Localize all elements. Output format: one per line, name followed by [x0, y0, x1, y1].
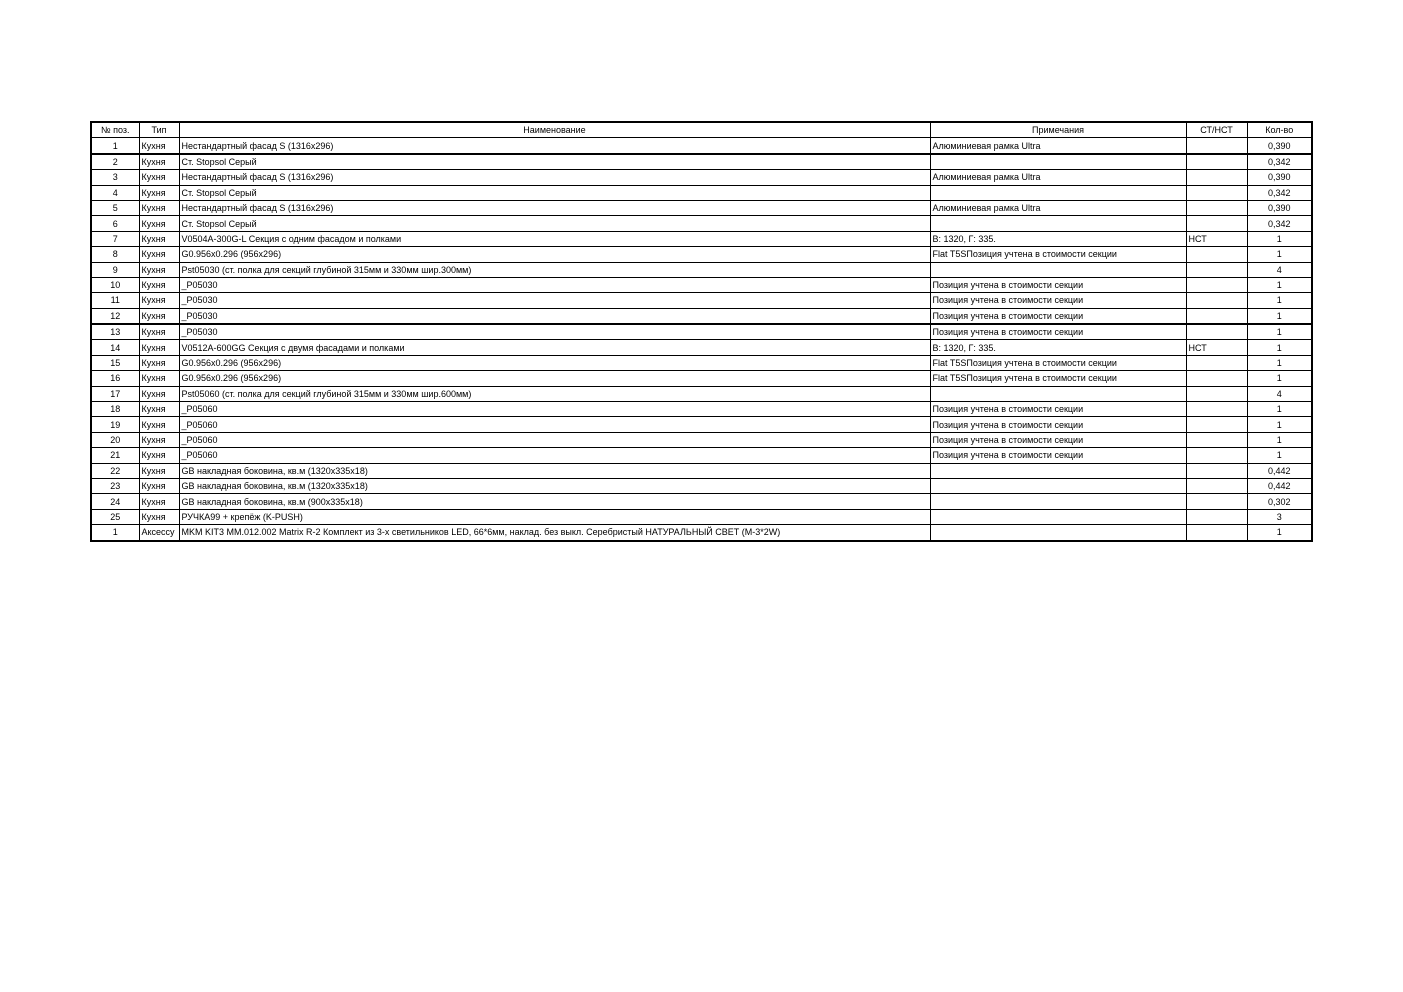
- cell-type: Кухня: [139, 185, 179, 200]
- table-row: [91, 185, 1312, 200]
- table-row: [91, 216, 1312, 231]
- cell-quantity: 1: [1247, 247, 1312, 262]
- table-row: [91, 308, 1312, 324]
- cell-notes: Flat T5SПозиция учтена в стоимости секции: [930, 355, 1186, 370]
- cell-quantity: 1: [1247, 371, 1312, 386]
- table-row: [91, 448, 1312, 463]
- cell-quantity: 1: [1247, 324, 1312, 340]
- cell-quantity: 1: [1247, 402, 1312, 417]
- cell-notes: [930, 463, 1186, 478]
- table-row: [91, 525, 1312, 541]
- cell-position: 12: [91, 308, 139, 324]
- cell-position: 6: [91, 216, 139, 231]
- cell-name: _P05060: [179, 448, 930, 463]
- cell-standard: [1186, 216, 1247, 231]
- table-row: [91, 494, 1312, 509]
- cell-type: Кухня: [139, 200, 179, 215]
- cell-position: 18: [91, 402, 139, 417]
- table-row: [91, 324, 1312, 340]
- cell-quantity: 0,342: [1247, 216, 1312, 231]
- cell-quantity: 1: [1247, 340, 1312, 355]
- table-row: [91, 200, 1312, 215]
- cell-notes: [930, 262, 1186, 277]
- cell-position: 25: [91, 509, 139, 524]
- cell-position: 8: [91, 247, 139, 262]
- cell-quantity: 0,302: [1247, 494, 1312, 509]
- table-row: [91, 417, 1312, 432]
- cell-position: 1: [91, 138, 139, 154]
- table-row: [91, 355, 1312, 370]
- cell-quantity: 0,390: [1247, 200, 1312, 215]
- cell-notes: Алюминиевая рамка Ultra: [930, 200, 1186, 215]
- cell-quantity: 0,390: [1247, 138, 1312, 154]
- cell-standard: НСТ: [1186, 231, 1247, 246]
- cell-position: 22: [91, 463, 139, 478]
- cell-name: _P05030: [179, 277, 930, 292]
- cell-standard: [1186, 448, 1247, 463]
- cell-quantity: 0,342: [1247, 154, 1312, 170]
- cell-standard: [1186, 371, 1247, 386]
- cell-position: 24: [91, 494, 139, 509]
- cell-standard: [1186, 277, 1247, 292]
- cell-notes: [930, 478, 1186, 493]
- cell-name: РУЧКА99 + крепёж (K-PUSH): [179, 509, 930, 524]
- table-body: [91, 138, 1312, 541]
- table-header-row: [91, 122, 1312, 138]
- cell-name: Ст. Stopsol Серый: [179, 154, 930, 170]
- cell-quantity: 0,342: [1247, 185, 1312, 200]
- cell-type: Кухня: [139, 138, 179, 154]
- cell-name: Ст. Stopsol Серый: [179, 216, 930, 231]
- cell-type: Кухня: [139, 448, 179, 463]
- cell-type: Кухня: [139, 277, 179, 292]
- cell-type: Кухня: [139, 386, 179, 401]
- cell-position: 1: [91, 525, 139, 541]
- cell-quantity: 1: [1247, 525, 1312, 541]
- cell-position: 15: [91, 355, 139, 370]
- cell-standard: [1186, 170, 1247, 185]
- header-standard: СТ/НСТ: [1186, 122, 1247, 138]
- cell-standard: [1186, 324, 1247, 340]
- cell-standard: [1186, 494, 1247, 509]
- cell-type: Кухня: [139, 170, 179, 185]
- cell-name: Pst05060 (ст. полка для секций глубиной 315мм и 330мм шир.600мм): [179, 386, 930, 401]
- table-row: [91, 509, 1312, 524]
- cell-name: _P05060: [179, 432, 930, 447]
- cell-notes: [930, 154, 1186, 170]
- cell-name: GB накладная боковина, кв.м (900х335х18): [179, 494, 930, 509]
- cell-name: _P05030: [179, 324, 930, 340]
- cell-standard: НСТ: [1186, 340, 1247, 355]
- cell-notes: Позиция учтена в стоимости секции: [930, 277, 1186, 292]
- cell-position: 3: [91, 170, 139, 185]
- cell-type: Кухня: [139, 463, 179, 478]
- cell-notes: Позиция учтена в стоимости секции: [930, 448, 1186, 463]
- table-row: [91, 247, 1312, 262]
- cell-notes: Алюминиевая рамка Ultra: [930, 170, 1186, 185]
- cell-name: _P05060: [179, 417, 930, 432]
- cell-notes: Алюминиевая рамка Ultra: [930, 138, 1186, 154]
- cell-name: G0.956x0.296 (956x296): [179, 355, 930, 370]
- cell-position: 20: [91, 432, 139, 447]
- cell-notes: Позиция учтена в стоимости секции: [930, 402, 1186, 417]
- specification-table: [90, 121, 1313, 542]
- cell-type: Кухня: [139, 494, 179, 509]
- cell-type: Аксессу: [139, 525, 179, 541]
- cell-type: Кухня: [139, 293, 179, 308]
- header-type: Тип: [139, 122, 179, 138]
- cell-name: _P05030: [179, 308, 930, 324]
- cell-type: Кухня: [139, 324, 179, 340]
- cell-standard: [1186, 293, 1247, 308]
- cell-notes: Позиция учтена в стоимости секции: [930, 324, 1186, 340]
- cell-name: Ст. Stopsol Серый: [179, 185, 930, 200]
- cell-position: 19: [91, 417, 139, 432]
- table-row: [91, 371, 1312, 386]
- table-row: [91, 277, 1312, 292]
- cell-type: Кухня: [139, 371, 179, 386]
- cell-position: 7: [91, 231, 139, 246]
- cell-quantity: 0,442: [1247, 478, 1312, 493]
- cell-position: 14: [91, 340, 139, 355]
- cell-quantity: 4: [1247, 386, 1312, 401]
- table-row: [91, 170, 1312, 185]
- cell-name: Нестандартный фасад S (1316х296): [179, 138, 930, 154]
- header-notes: Примечания: [930, 122, 1186, 138]
- cell-quantity: 1: [1247, 308, 1312, 324]
- cell-name: MKM KIT3 MM.012.002 Matrix R-2 Комплект из 3-х светильников LED, 66*6мм, наклад. без выкл. Серебристый НАТУРАЛЬНЫЙ СВЕТ (M-3*2W): [179, 525, 930, 541]
- cell-type: Кухня: [139, 154, 179, 170]
- cell-notes: Позиция учтена в стоимости секции: [930, 432, 1186, 447]
- cell-name: Нестандартный фасад S (1316х296): [179, 170, 930, 185]
- cell-notes: Позиция учтена в стоимости секции: [930, 293, 1186, 308]
- cell-type: Кухня: [139, 478, 179, 493]
- cell-standard: [1186, 185, 1247, 200]
- cell-standard: [1186, 355, 1247, 370]
- cell-name: G0.956x0.296 (956x296): [179, 371, 930, 386]
- cell-position: 10: [91, 277, 139, 292]
- cell-name: _P05030: [179, 293, 930, 308]
- cell-position: 17: [91, 386, 139, 401]
- cell-name: _P05060: [179, 402, 930, 417]
- table-row: [91, 154, 1312, 170]
- header-position: № поз.: [91, 122, 139, 138]
- cell-standard: [1186, 200, 1247, 215]
- header-name: Наименование: [179, 122, 930, 138]
- cell-quantity: 1: [1247, 231, 1312, 246]
- table-row: [91, 138, 1312, 154]
- cell-notes: [930, 185, 1186, 200]
- table-row: [91, 293, 1312, 308]
- cell-standard: [1186, 432, 1247, 447]
- cell-notes: В: 1320, Г: 335.: [930, 231, 1186, 246]
- cell-type: Кухня: [139, 247, 179, 262]
- cell-quantity: 1: [1247, 277, 1312, 292]
- cell-standard: [1186, 463, 1247, 478]
- table-row: [91, 402, 1312, 417]
- cell-name: Нестандартный фасад S (1316х296): [179, 200, 930, 215]
- cell-name: Pst05030 (ст. полка для секций глубиной 315мм и 330мм шир.300мм): [179, 262, 930, 277]
- cell-notes: Позиция учтена в стоимости секции: [930, 308, 1186, 324]
- cell-quantity: 1: [1247, 432, 1312, 447]
- cell-position: 13: [91, 324, 139, 340]
- cell-quantity: 3: [1247, 509, 1312, 524]
- cell-notes: [930, 525, 1186, 541]
- cell-standard: [1186, 525, 1247, 541]
- table-row: [91, 340, 1312, 355]
- cell-notes: [930, 386, 1186, 401]
- cell-name: V0512A-600GG Секция с двумя фасадами и полками: [179, 340, 930, 355]
- cell-notes: Flat T5SПозиция учтена в стоимости секции: [930, 371, 1186, 386]
- cell-type: Кухня: [139, 216, 179, 231]
- cell-name: G0.956x0.296 (956x296): [179, 247, 930, 262]
- cell-standard: [1186, 154, 1247, 170]
- cell-position: 16: [91, 371, 139, 386]
- cell-quantity: 1: [1247, 448, 1312, 463]
- cell-standard: [1186, 262, 1247, 277]
- cell-standard: [1186, 417, 1247, 432]
- cell-quantity: 0,442: [1247, 463, 1312, 478]
- cell-type: Кухня: [139, 432, 179, 447]
- cell-type: Кухня: [139, 509, 179, 524]
- cell-type: Кухня: [139, 262, 179, 277]
- table-row: [91, 463, 1312, 478]
- cell-position: 21: [91, 448, 139, 463]
- cell-quantity: 1: [1247, 293, 1312, 308]
- cell-type: Кухня: [139, 402, 179, 417]
- table-row: [91, 478, 1312, 493]
- cell-position: 4: [91, 185, 139, 200]
- cell-type: Кухня: [139, 308, 179, 324]
- cell-standard: [1186, 138, 1247, 154]
- specification-sheet: [90, 121, 1311, 542]
- cell-notes: [930, 509, 1186, 524]
- cell-notes: [930, 216, 1186, 231]
- cell-notes: [930, 494, 1186, 509]
- cell-standard: [1186, 308, 1247, 324]
- table-row: [91, 231, 1312, 246]
- cell-quantity: 1: [1247, 417, 1312, 432]
- cell-name: GB накладная боковина, кв.м (1320х335х18): [179, 463, 930, 478]
- cell-standard: [1186, 478, 1247, 493]
- cell-position: 2: [91, 154, 139, 170]
- header-quantity: Кол-во: [1247, 122, 1312, 138]
- cell-type: Кухня: [139, 355, 179, 370]
- cell-standard: [1186, 247, 1247, 262]
- cell-position: 23: [91, 478, 139, 493]
- cell-quantity: 1: [1247, 355, 1312, 370]
- cell-standard: [1186, 386, 1247, 401]
- cell-position: 5: [91, 200, 139, 215]
- cell-position: 9: [91, 262, 139, 277]
- cell-type: Кухня: [139, 340, 179, 355]
- cell-notes: В: 1320, Г: 335.: [930, 340, 1186, 355]
- cell-quantity: 4: [1247, 262, 1312, 277]
- cell-type: Кухня: [139, 231, 179, 246]
- cell-standard: [1186, 509, 1247, 524]
- cell-type: Кухня: [139, 417, 179, 432]
- cell-position: 11: [91, 293, 139, 308]
- table-row: [91, 262, 1312, 277]
- cell-standard: [1186, 402, 1247, 417]
- cell-notes: Позиция учтена в стоимости секции: [930, 417, 1186, 432]
- cell-name: GB накладная боковина, кв.м (1320х335х18): [179, 478, 930, 493]
- cell-name: V0504A-300G-L Секция с одним фасадом и полками: [179, 231, 930, 246]
- table-row: [91, 432, 1312, 447]
- cell-notes: Flat T5SПозиция учтена в стоимости секции: [930, 247, 1186, 262]
- cell-quantity: 0,390: [1247, 170, 1312, 185]
- table-row: [91, 386, 1312, 401]
